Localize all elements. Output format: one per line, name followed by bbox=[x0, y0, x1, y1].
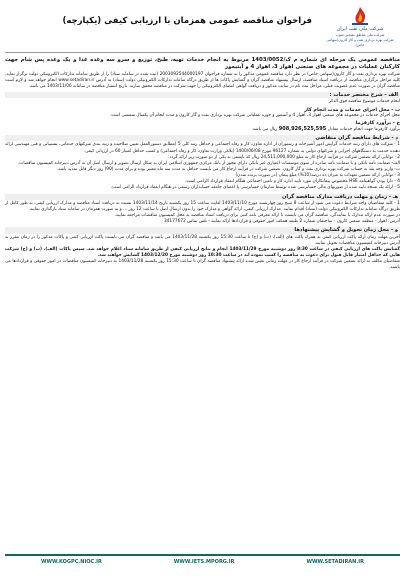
section-a-text: انجام خدمات موضوع مناقصه فوق الذکر bbox=[328, 99, 400, 105]
notice-body bbox=[5, 57, 400, 272]
section-b-title: ب - محل اجرای خدمات و مدت انجام کار bbox=[304, 106, 400, 113]
section-v-title: و - محل زمان تحویل و گشایش پیشنهادها bbox=[5, 227, 400, 233]
section-d-title: د - شرایط مناقصه گران متقاضی bbox=[5, 135, 400, 141]
logo-line-3: شرکت بهره برداری نفت و گاز کارون(سهامی خاص) bbox=[326, 38, 394, 47]
section-d-item-1: 1 - شرکت های دارای رتبه خدمات گرایش امور آشپزخانه و رستوران از اداره تعاون، کار و رفاه اجتماعی و حداقل رتبه کلی 5 (مطابق دستورالعمل تعیین صلاحیت و رتبه بندی شرکتهای خدماتی، پشتیبانی و فنی مهندسی ارائه دهنده خدمت به دستگاههای اجرایی و شرکتهای دولتی به شماره 96127 مورخ 1400/06/08 (بلاغی وزارت تعاون، کار و رفاه اجتماعی) و کسب حداقل امتیاز 60 در ارزیابی کیفی. bbox=[5, 142, 400, 154]
footer-links bbox=[5, 554, 400, 568]
company-logo bbox=[324, 6, 396, 48]
footer-link-iets[interactable]: WWW.IETS.MPORG.IR bbox=[173, 559, 235, 565]
estimate-line bbox=[5, 126, 400, 133]
footer-link-kogpc[interactable]: WWW.KOGPC.NIOC.IR bbox=[40, 559, 102, 565]
estimate-unit: ریال می باشد. bbox=[251, 127, 278, 133]
logo-line-2: شرکت ملی مناطق نفتخیز جنوب bbox=[335, 33, 385, 37]
section-v-item-2: گشایش پاکت های ارزیابی کیفی در ساعت 8:30 روز دوشنبه مورخ 1403/11/29 انجام و نتایج ارزیابی کیفی از طریق سامانه ستاد اعلام خواهد شد. سپس پاکات (الف)، (ب) و (ج) شرکت هایی که حداقل امتیاز قابل قبول برای دعوت به مناقصه را کسب نموده اند در ساعت 10:30 روز دوشنبه مورخ 1403/12/20 گشایش خواهند شد. bbox=[5, 246, 400, 259]
section-b-text: محل اجرای خدمات در مجموعه های صنعتی اهواز 3، اهواز 4 و آبتیمور و حوزه عملیاتی شرکت بهره برداری نفت و گاز کارون و مدت انجام آن یکسال شمسی است. bbox=[109, 112, 400, 118]
section-c-title: ج - برآورد کارفرما bbox=[355, 119, 400, 126]
section-d-item-2: 2 - توانایی ارائه تضمین شرکت در فرآیند ارجاع کار به مبلغ 24,511,000,000 ریال که بایستی به یکی از دو صورت زیر ارائه گردد: bbox=[168, 154, 400, 160]
notice-header bbox=[5, 4, 400, 53]
section-v-item-1: آخرین مهلت زمان ارائه پاکت ارزیابی کیفی به همراه پاکت های (الف)، (ب) و (ج) تا ساعت 15:30 روز یکشنبه 1403/11/28 می باشد و مناقصه گران می بایست پاکت ارزیابی کیفی و پاکات مذکور را در زمان مقرر به آدرس دبیرخانه کمیسیون مناقصات تحویل نمایند. bbox=[5, 234, 400, 246]
section-d-item-3: 3 - توانایی ارائه تضمین تعهدات به میزان ده درصد(10%) مبلغ پیمان (در صورت برنده شدن) bbox=[235, 173, 400, 179]
estimate-label: برآورد کارفرما جهت انجام خدمات معادل bbox=[327, 127, 400, 133]
intro-paragraph: شرکت بهره برداری نفت و گاز کارون(سهامی خاص) در نظر دارد مناقصه عمومی مذکور را به شماره فراخوان 2003092544000197 (ثبت شده در سامانه ستاد) را از طریق سامانه تدارکات الکترونیکی دولت برگزار نماید. کلیه مراحل برگزاری مناقصه از دریافت اسناد مناقصه، ارسال پیشنهاد مناقصه گران و گشایش پاکات ها از طریق درگاه سامانه تدارکات الکترونیکی دولت (ستاد) به آدرس www.setadiran.ir انجام خواهد شد و لازم است مناقصه گران در صورت عدم عضویت قبلی، مراحل ثبت نام در سایت مذکور و دریافت گواهی امضای الکترونیکی را جهت شرکت در مناقصه محقق سازند. تاریخ انتشار مناقصه در سامانه 1403/11/06 می باشد. bbox=[5, 71, 400, 90]
footer-link-setadiran[interactable]: WWW.SETADIRAN.IR bbox=[306, 559, 364, 565]
section-h-title: هـ - زمان و مهلت دریافت مدارک مناقصه گران bbox=[5, 194, 400, 200]
section-h-address: آدرس: اهواز - منطقه صنعتی کارون - ساختمان شماره 2 طبقه همکف امور حقوقی و قراردادها ارائه نمایند - تلفن تماس 34177672 bbox=[163, 219, 400, 225]
estimate-amount: 908,926,525,595 bbox=[278, 126, 327, 133]
section-d-item-2b: ب- واریز وجه نقد به حساب شرکت بهره برداری نفت و گاز کارون. تضمین شرکت در فرآیند ارجاع کار می بایست حداقل به مدت سه ماه معتبر بوده و برای مدت (90) روز دیگر قابل تمدید باشد. bbox=[56, 167, 400, 172]
flame-emblem-icon bbox=[349, 6, 371, 26]
tender-lead: مناقصه عمومی یک مرحله ای شماره م ک/1403/0052 مربوط به انجام خدمات تهیه، طبخ، توزیع و سرو سه وعده غذا و یک وعده پس شام جهت کارکنان عملیات در مجموعه های صنعتی اهواز 3، اهواز 4 و آبتیمور bbox=[5, 57, 400, 71]
section-d-item-5: 5 - ارائه یک نسخه تایید شده از صورتهای مالی حسابرسی شده توسط سازمان حسابرسی یا اعضای جامعه حسابداران رسمی در هنگام انعقاد قرارداد الزامی است. bbox=[110, 185, 400, 191]
notice-title: فراخوان مناقصه عمومی همزمان با ارزیابی کیفی (یکپارچه) bbox=[62, 16, 312, 26]
section-a-title: الف - شرح مختصر خدمات : bbox=[5, 92, 400, 98]
logo-line-1: شرکت ملی نفت ایران bbox=[336, 26, 384, 32]
section-d-item-4: 4 - دارا بودن گواهینامه HSE مخصوص پیمانکاران مورد تایید اداره کار و تامین اجتماعی هنگام انعقاد قرارداد الزامی است. bbox=[185, 179, 400, 185]
section-d-item-2a: الف- ضمانت نامه بانکی و یا ضمانت نامه صادره از سوی موسسات اعتباری غیر بانکی دارای مجوز از بانک مرکزی جمهوری اسلامی ایران به شکل ارسال تصویر و ارسال اصل آن به آدرس دبیرخانه کمیسیون مناقصات. bbox=[17, 160, 400, 166]
section-h-item-1: 1 - کلیه متقاضیان واجد شرایط دعوت می شود از ساعت 8 صبح روز چهارشنبه مورخ 1403/11/10 لغایت ساعت 15 روز یکشنبه تاریخ 1403/11/14 نسبت به دریافت اسناد مناقصه و مدارک ارزیابی کیفی، به طور کامل از طریق درگاه سامانه تدارکات الکترونیکی دولت (ستاد) اقدام نمایند. مدارک ارزیابی کیفی، ارائه گواهی و مدارک خود را بدون ارسال اصل تا ساعت 12 روز ... و به صورت همزمان در سامانه ستاد بارگذاری نمایند. bbox=[5, 200, 400, 212]
section-h-item-2: در صورت عدم ارائه مدارک با نمایندگی، مناقصه گران می بایست با ارائه معرفی نامه کتبی برای دریافت اسناد مناقصه به محل کمیسیون مناقصات مراجعه نمایند. bbox=[114, 213, 400, 219]
section-v-item-3: متقاضیان مکلف به ارائه تضمین شرکت در فرآیند ارجاع کار در مهلت زمانی تعیین شده ارائه پیشنهاد مناقصه گران تا ساعت 15:30 روز یکشنبه 1403/11/28 به دبیرخانه کمیسیون مناقصات در امور حقوقی و قراردادها می باشند. bbox=[5, 259, 400, 271]
